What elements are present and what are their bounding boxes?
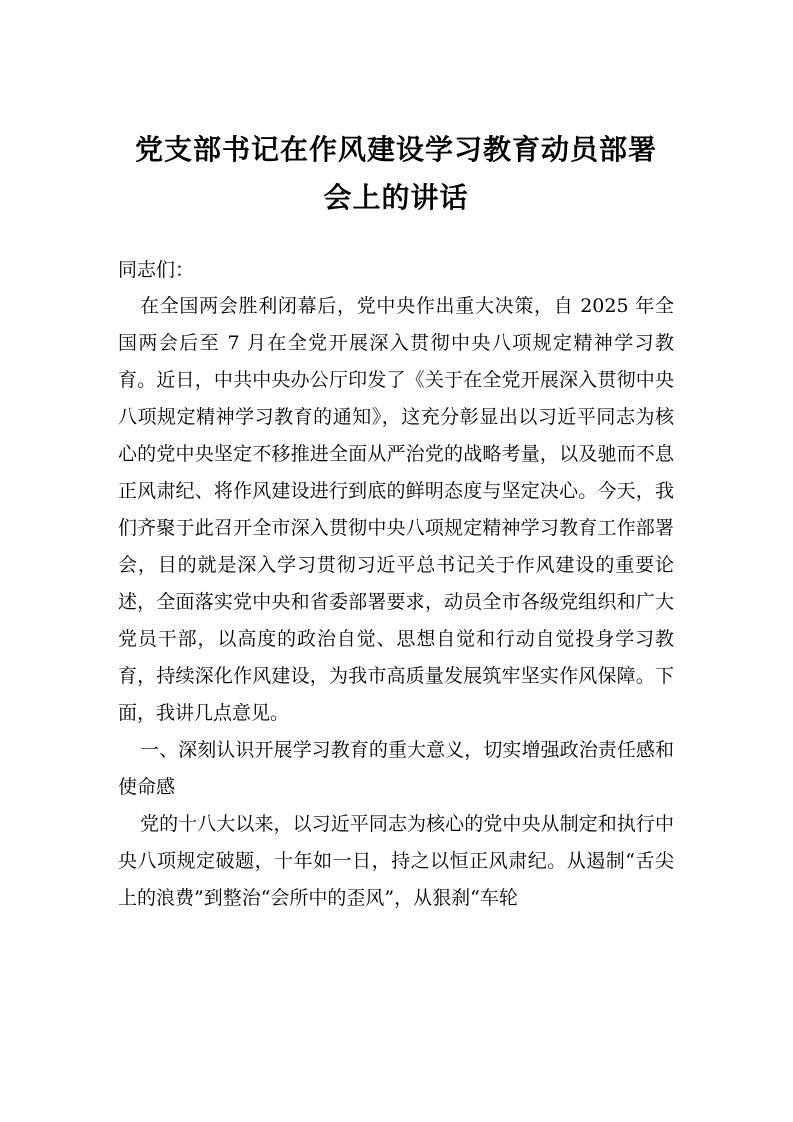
body-paragraph-2: 党的十八大以来，以习近平同志为核心的党中央从制定和执行中央八项规定破题，十年如一日，持之以恒正风肃纪。从遏制“舌尖上的浪费”到整治“会所中的歪风”，从狠刹“车轮 xyxy=(118,813,674,909)
title-line-1: 党支部书记在作风建设学习教育动员部署 xyxy=(134,133,657,166)
title-line-2: 会上的讲话 xyxy=(323,181,469,214)
salutation: 同志们： xyxy=(118,259,195,281)
body-paragraph-1: 在全国两会胜利闭幕后，党中央作出重大决策，自 2025 年全国两会后至 7 月在全党开展深入贯彻中央八项规定精神学习教育。近日，中共中央办公厅印发了《关于在全党开展深入贯彻中央八项规定精神学习教育的通知》，这充分彰显出以习近平同志为核心的党中央坚定不移推进全面从严治党的战略考量，以及驰而不息正风肃纪、将作风建设进行到底的鲜明态度与坚定决心。今天，我们齐聚于此召开全市深入贯彻中央八项规定精神学习教育工作部署会，目的就是深入学习贯彻习近平总书记关于作风建设的重要论述，全面落实党中央和省委部署要求，动员全市各级党组织和广大党员干部，以高度的政治自觉、思想自觉和行动自觉投身学习教育，持续深化作风建设，为我市高质量发展筑牢坚实作风保障。下面，我讲几点意见。 xyxy=(118,295,674,724)
document-title xyxy=(118,126,674,222)
section-heading-1: 一、深刻认识开展学习教育的重大意义，切实增强政治责任感和使命感 xyxy=(118,739,674,798)
document-page xyxy=(118,126,674,917)
